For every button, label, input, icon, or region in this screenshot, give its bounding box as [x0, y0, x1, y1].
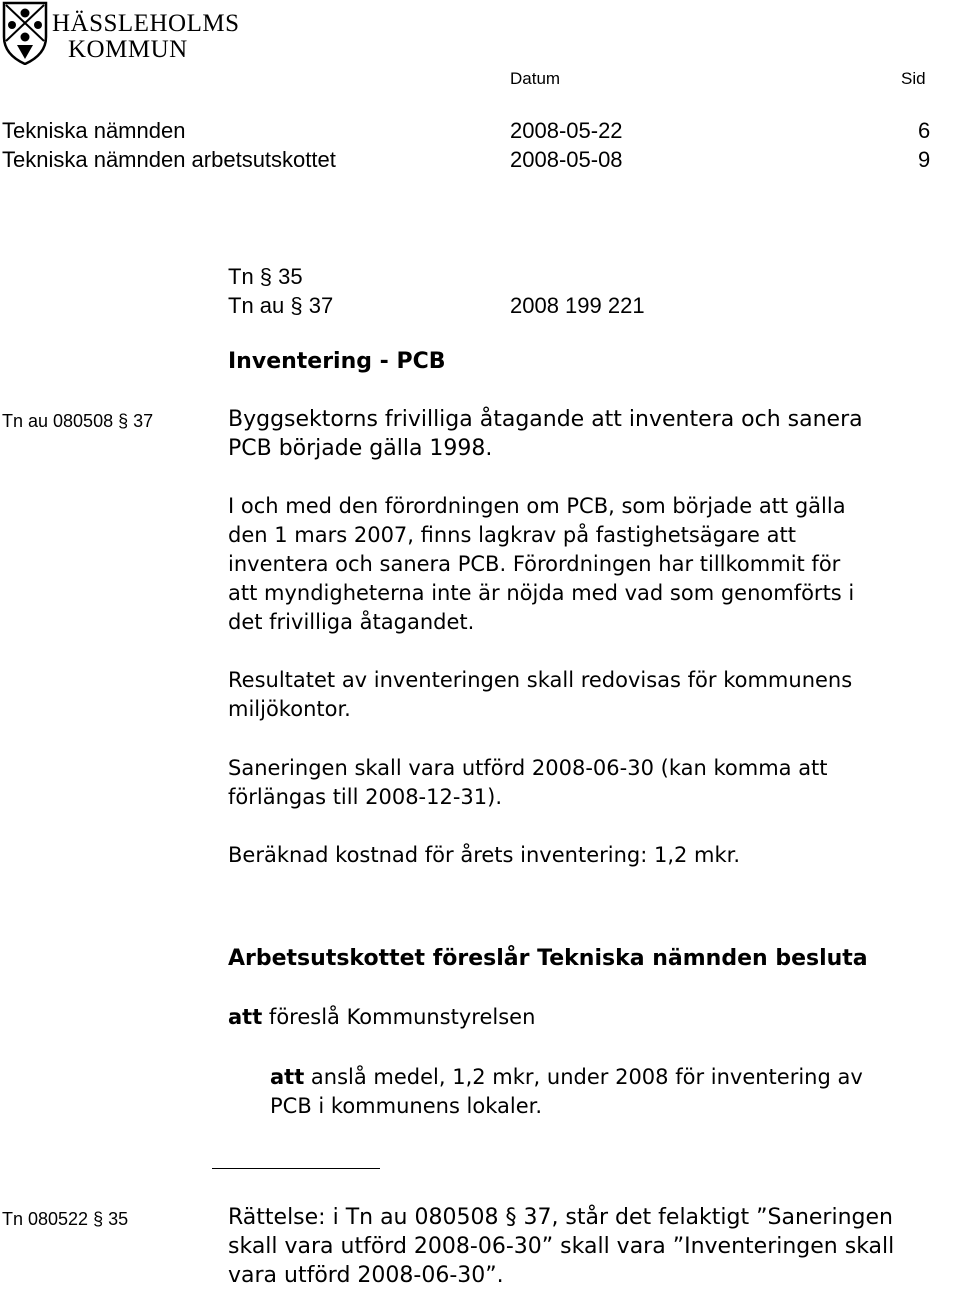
paragraph-4-line: förlängas till 2008-12-31). — [228, 785, 503, 809]
header-row-2-date: 2008-05-08 — [510, 147, 623, 172]
paragraph-4 — [228, 754, 828, 812]
paragraph-5: Beräknad kostnad för årets inventering: 1,2 mkr. — [228, 843, 741, 867]
att-clause-2-line-1 — [270, 1063, 863, 1092]
att-clause-1 — [228, 1005, 535, 1029]
sid-label: Sid — [901, 69, 926, 88]
logo-line-1: HÄSSLEHOLMS — [52, 10, 240, 37]
paragraph-1-line: PCB började gälla 1998. — [228, 436, 493, 461]
ref-line-2: Tn au § 37 — [228, 293, 334, 318]
paragraph-2-line: inventera och sanera PCB. Förordningen har tillkommit för — [228, 552, 841, 576]
paragraph-3-line: miljökontor. — [228, 697, 351, 721]
att-keyword: att — [228, 1005, 263, 1029]
att-clause-2 — [270, 1063, 863, 1121]
logo-line-2: KOMMUN — [68, 36, 188, 63]
divider — [212, 1168, 380, 1169]
paragraph-2-line: att myndigheterna inte är nöjda med vad som genomförts i — [228, 581, 855, 605]
header-row-1-date: 2008-05-22 — [510, 118, 623, 143]
header-row-2-page: 9 — [918, 147, 931, 172]
paragraph-1-line: Byggsektorns frivilliga åtagande att inventera och sanera — [228, 407, 863, 432]
ref-dnr: 2008 199 221 — [510, 293, 645, 318]
proposal-heading: Arbetsutskottet föreslår Tekniska nämnden besluta — [228, 946, 868, 971]
paragraph-2-line: I och med den förordningen om PCB, som började att gälla — [228, 494, 846, 518]
paragraph-4-line: Saneringen skall vara utförd 2008-06-30 (kan komma att — [228, 756, 828, 780]
att-clause-1-text: föreslå Kommunstyrelsen — [262, 1005, 536, 1029]
att-clause-2-text: anslå medel, 1,2 mkr, under 2008 för inventering av — [304, 1065, 863, 1089]
paragraph-3-line: Resultatet av inventeringen skall redovisas för kommunens — [228, 668, 853, 692]
header-row-2-name: Tekniska nämnden arbetsutskottet — [2, 147, 336, 172]
correction-note — [228, 1203, 894, 1290]
paragraph-2-line: det frivilliga åtagandet. — [228, 610, 475, 634]
header-row-1-page: 6 — [918, 118, 931, 143]
datum-label: Datum — [510, 69, 561, 88]
paragraph-2 — [228, 492, 854, 637]
section-title: Inventering - PCB — [228, 349, 446, 374]
att-clause-2-line-2: PCB i kommunens lokaler. — [270, 1094, 543, 1118]
paragraph-1 — [228, 405, 863, 463]
paragraph-2-line: den 1 mars 2007, finns lagkrav på fastighetsägare att — [228, 523, 796, 547]
correction-line: skall vara utförd 2008-06-30” skall vara ”Inventeringen skall — [228, 1234, 895, 1259]
correction-line: vara utförd 2008-06-30”. — [228, 1263, 504, 1288]
logo — [0, 0, 240, 66]
ref-line-1: Tn § 35 — [228, 264, 303, 289]
header-row-1-name: Tekniska nämnden — [2, 118, 186, 143]
att-keyword: att — [270, 1065, 305, 1089]
correction-line: Rättelse: i Tn au 080508 § 37, står det felaktigt ”Saneringen — [228, 1205, 893, 1230]
paragraph-3 — [228, 666, 852, 724]
margin-note-1: Tn au 080508 § 37 — [2, 411, 154, 431]
margin-note-2: Tn 080522 § 35 — [2, 1209, 129, 1229]
coat-of-arms-icon — [2, 1, 48, 65]
